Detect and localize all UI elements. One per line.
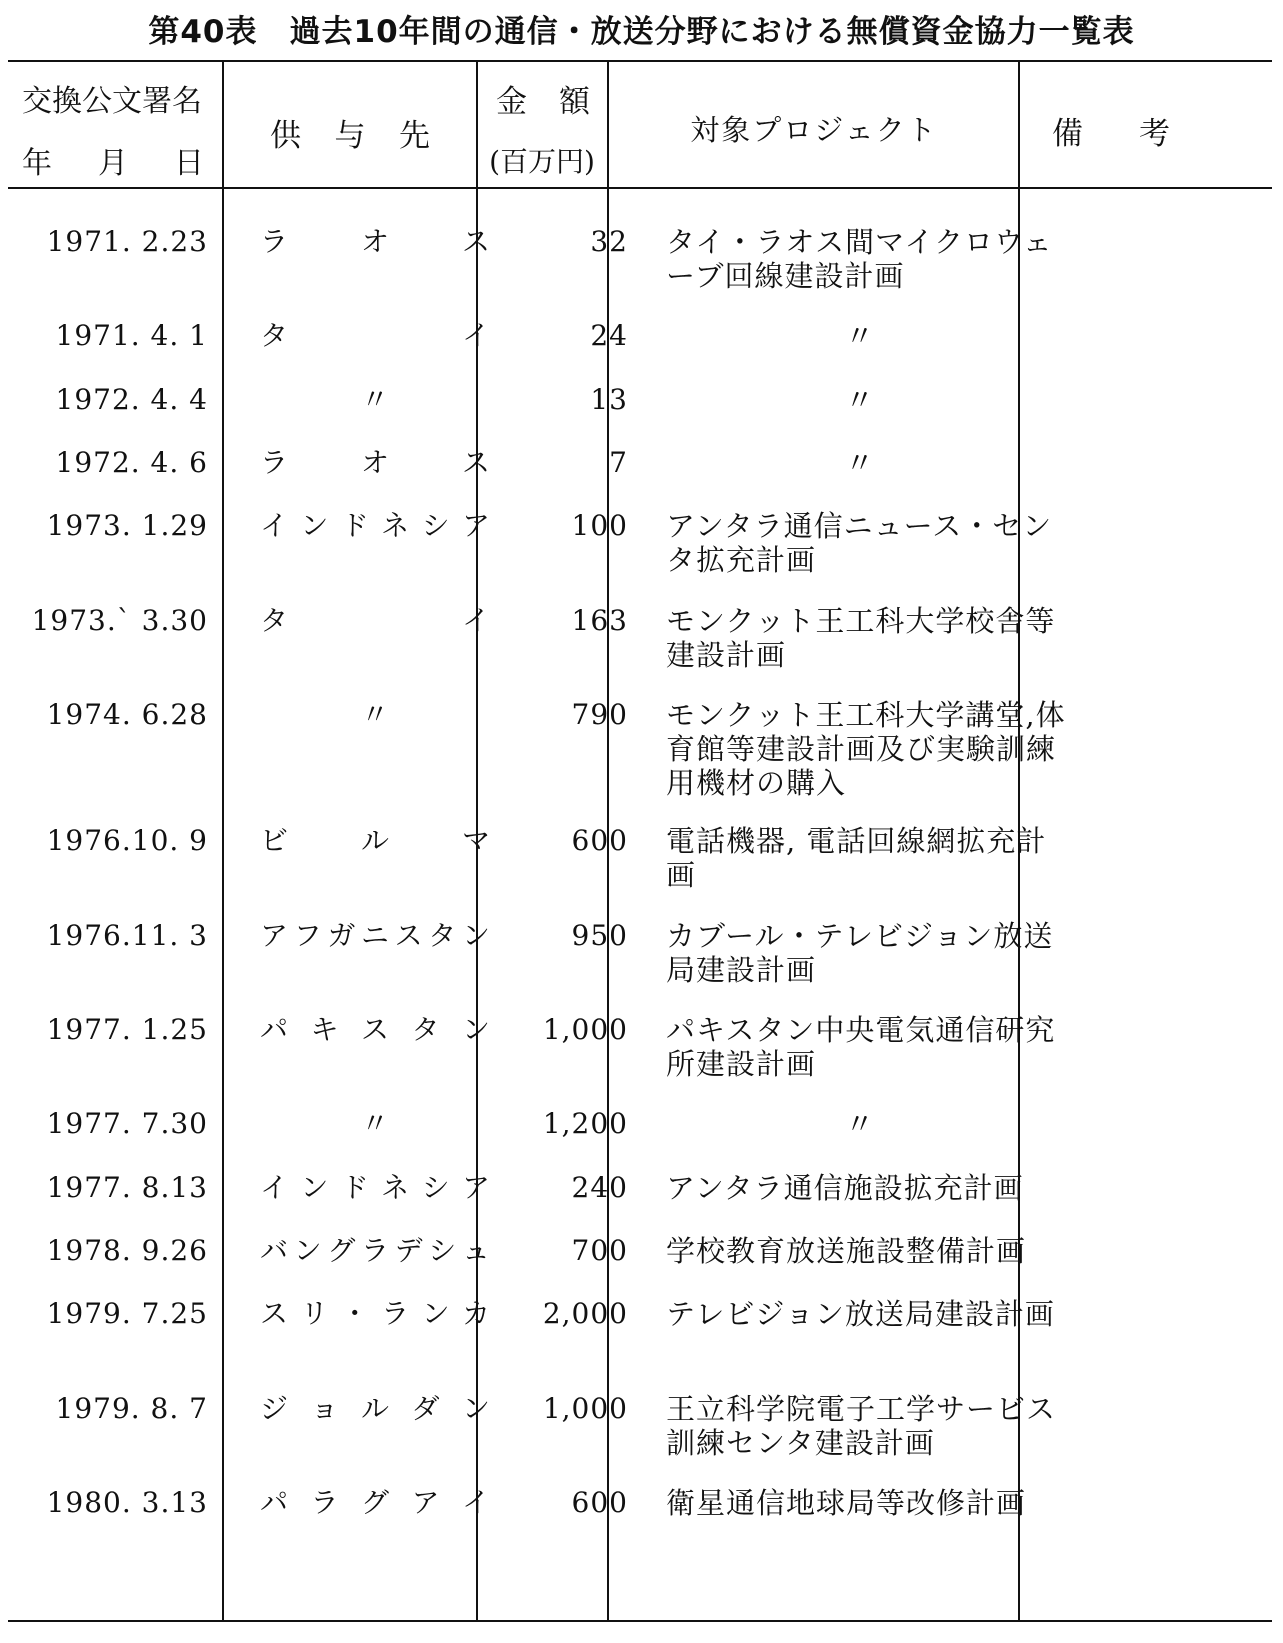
recipient-char: ニ [360,919,389,952]
cell-amount: 240 [571,1171,628,1204]
cell-amount: 2,000 [542,1297,628,1330]
recipient-char: ド [340,1171,369,1204]
recipient-char: ラ [360,1234,389,1267]
header-date-line1: 交換公文署名 [22,84,202,119]
cell-recipient [260,320,490,352]
table-title: 第40表 過去10年間の通信・放送分野における無償資金協力一覧表 [148,14,1135,50]
recipient-char: ル [360,1392,389,1425]
cell-recipient [260,1108,490,1140]
recipient-char: イ [461,319,490,352]
cell-date: 1972. 4. 4 [55,383,208,416]
recipient-char: ン [300,1171,329,1204]
recipient-char: ジ [260,1392,289,1425]
cell-recipient [260,1014,490,1046]
recipient-char: ネ [381,509,410,542]
cell-amount: 24 [590,319,628,352]
recipient-char: ガ [327,919,356,952]
recipient-char: シ [428,1234,457,1267]
cell-date: 1971. 2.23 [46,225,208,258]
cell-date: 1971. 4. 1 [55,319,208,352]
recipient-char: オ [360,225,389,258]
cell-amount: 32 [590,225,628,258]
recipient-char: ス [360,1013,389,1046]
recipient-char: タ [411,1013,440,1046]
cell-date: 1977. 8.13 [46,1171,208,1204]
cell-amount: 1,200 [542,1107,628,1140]
cell-recipient [260,447,490,479]
recipient-char: ス [260,1297,289,1330]
cell-project: カブール・テレビジョン放送局建設計画 [666,919,1054,987]
cell-recipient [260,825,490,857]
cell-project: 王立科学院電子工学サービス訓練センタ建設計画 [666,1392,1057,1460]
cell-date: 1972. 4. 6 [55,446,208,479]
cell-recipient [260,226,490,258]
recipient-char: ラ [381,1297,410,1330]
cell-recipient [260,920,490,952]
recipient-char: タ [260,319,289,352]
cell-amount: 950 [571,919,628,952]
recipient-char: シ [421,509,450,542]
recipient-char: ダ [411,1392,440,1425]
cell-amount: 163 [571,604,628,637]
cell-recipient [260,1172,490,1204]
recipient-char: ン [461,1013,490,1046]
recipient-char: ネ [381,1171,410,1204]
cell-project: テレビジョン放送局建設計画 [666,1297,1055,1331]
cell-project: 〃 [844,319,875,353]
cell-recipient [260,1393,490,1425]
cell-project: タイ・ラオス間マイクロウェーブ回線建設計画 [666,225,1053,293]
recipient-char: マ [461,824,490,857]
recipient-char: バ [260,1234,289,1267]
cell-recipient [260,699,490,731]
recipient-char: ン [461,1392,490,1425]
recipient-char: キ [310,1013,339,1046]
recipient-char: ア [260,919,289,952]
table-top-rule [8,60,1272,62]
recipient-char: ア [461,509,490,542]
cell-date: 1973. 1.29 [46,509,208,542]
recipient-char: タ [428,919,457,952]
recipient-char: イ [461,1486,490,1519]
header-remarks: 備 考 [1052,116,1170,152]
cell-amount: 1,000 [542,1392,628,1425]
cell-amount: 100 [571,509,628,542]
recipient-char: 〃 [360,383,389,416]
cell-date: 1976.10. 9 [46,824,208,857]
recipient-char: ン [293,1234,322,1267]
cell-date: 1979. 8. 7 [55,1392,208,1425]
recipient-char: デ [394,1234,423,1267]
cell-date: 1974. 6.28 [46,698,208,731]
recipient-char: イ [260,1171,289,1204]
recipient-char: ラ [260,446,289,479]
cell-amount: 700 [571,1234,628,1267]
recipient-char: カ [461,1297,490,1330]
cell-project: パキスタン中央電気通信研究所建設計画 [666,1013,1056,1081]
cell-recipient [260,1487,490,1519]
cell-amount: 7 [609,446,628,479]
cell-project: アンタラ通信施設拡充計画 [666,1171,1024,1205]
cell-project: 学校教育放送施設整備計画 [666,1234,1027,1268]
cell-date: 1977. 1.25 [46,1013,208,1046]
recipient-char: ・ [340,1297,369,1330]
recipient-char: イ [461,604,490,637]
cell-project: 〃 [844,383,875,417]
cell-project: 電話機器, 電話回線網拡充計画 [666,824,1047,892]
header-amount: 金 額 [496,84,590,120]
recipient-char: ド [340,509,369,542]
cell-date: 1979. 7.25 [46,1297,208,1330]
recipient-char: 〃 [360,698,389,731]
recipient-char: ラ [260,225,289,258]
cell-date: 1978. 9.26 [46,1234,208,1267]
header-amount-unit: (百万円) [489,145,595,178]
cell-amount: 790 [571,698,628,731]
recipient-char: ュ [461,1234,490,1267]
recipient-char: タ [260,604,289,637]
cell-project: モンクット王工科大学講堂,体育館等建設計画及び実験訓練用機材の購入 [666,698,1066,800]
recipient-char: グ [327,1234,356,1267]
recipient-char: 〃 [360,1107,389,1140]
cell-date: 1976.11. 3 [46,919,208,952]
cell-amount: 600 [571,824,628,857]
cell-amount: 600 [571,1486,628,1519]
cell-amount: 13 [590,383,628,416]
recipient-char: ス [461,446,490,479]
cell-date: 1973.` 3.30 [31,604,208,637]
recipient-char: ン [461,919,490,952]
cell-recipient [260,510,490,542]
cell-project: アンタラ通信ニュース・センタ拡充計画 [666,509,1053,577]
cell-recipient [260,1235,490,1267]
recipient-char: ラ [310,1486,339,1519]
header-date-line2: 年 月 日 [22,146,204,181]
cell-amount: 1,000 [542,1013,628,1046]
recipient-char: ン [421,1297,450,1330]
cell-recipient [260,605,490,637]
recipient-char: ア [461,1171,490,1204]
recipient-char: イ [260,509,289,542]
cell-recipient [260,1298,490,1330]
table-bottom-rule [8,1620,1272,1622]
cell-recipient [260,384,490,416]
column-divider [222,62,224,1620]
recipient-char: ル [360,824,389,857]
header-project: 対象プロジェクト [690,113,938,147]
recipient-char: シ [421,1171,450,1204]
recipient-char: ス [461,225,490,258]
recipient-char: フ [293,919,322,952]
cell-project: 〃 [844,1107,875,1141]
recipient-char: ョ [310,1392,339,1425]
cell-date: 1980. 3.13 [46,1486,208,1519]
header-recipient: 供 与 先 [270,118,430,154]
recipient-char: パ [260,1486,289,1519]
cell-project: モンクット王工科大学校舎等建設計画 [666,604,1056,672]
recipient-char: ス [394,919,423,952]
header-bottom-rule [8,187,1272,189]
recipient-char: ン [300,509,329,542]
recipient-char: リ [300,1297,329,1330]
recipient-char: ビ [260,824,289,857]
recipient-char: グ [360,1486,389,1519]
cell-project: 衛星通信地球局等改修計画 [666,1486,1027,1520]
cell-project: 〃 [844,446,875,480]
recipient-char: オ [360,446,389,479]
recipient-char: ア [411,1486,440,1519]
cell-date: 1977. 7.30 [46,1107,208,1140]
recipient-char: パ [260,1013,289,1046]
